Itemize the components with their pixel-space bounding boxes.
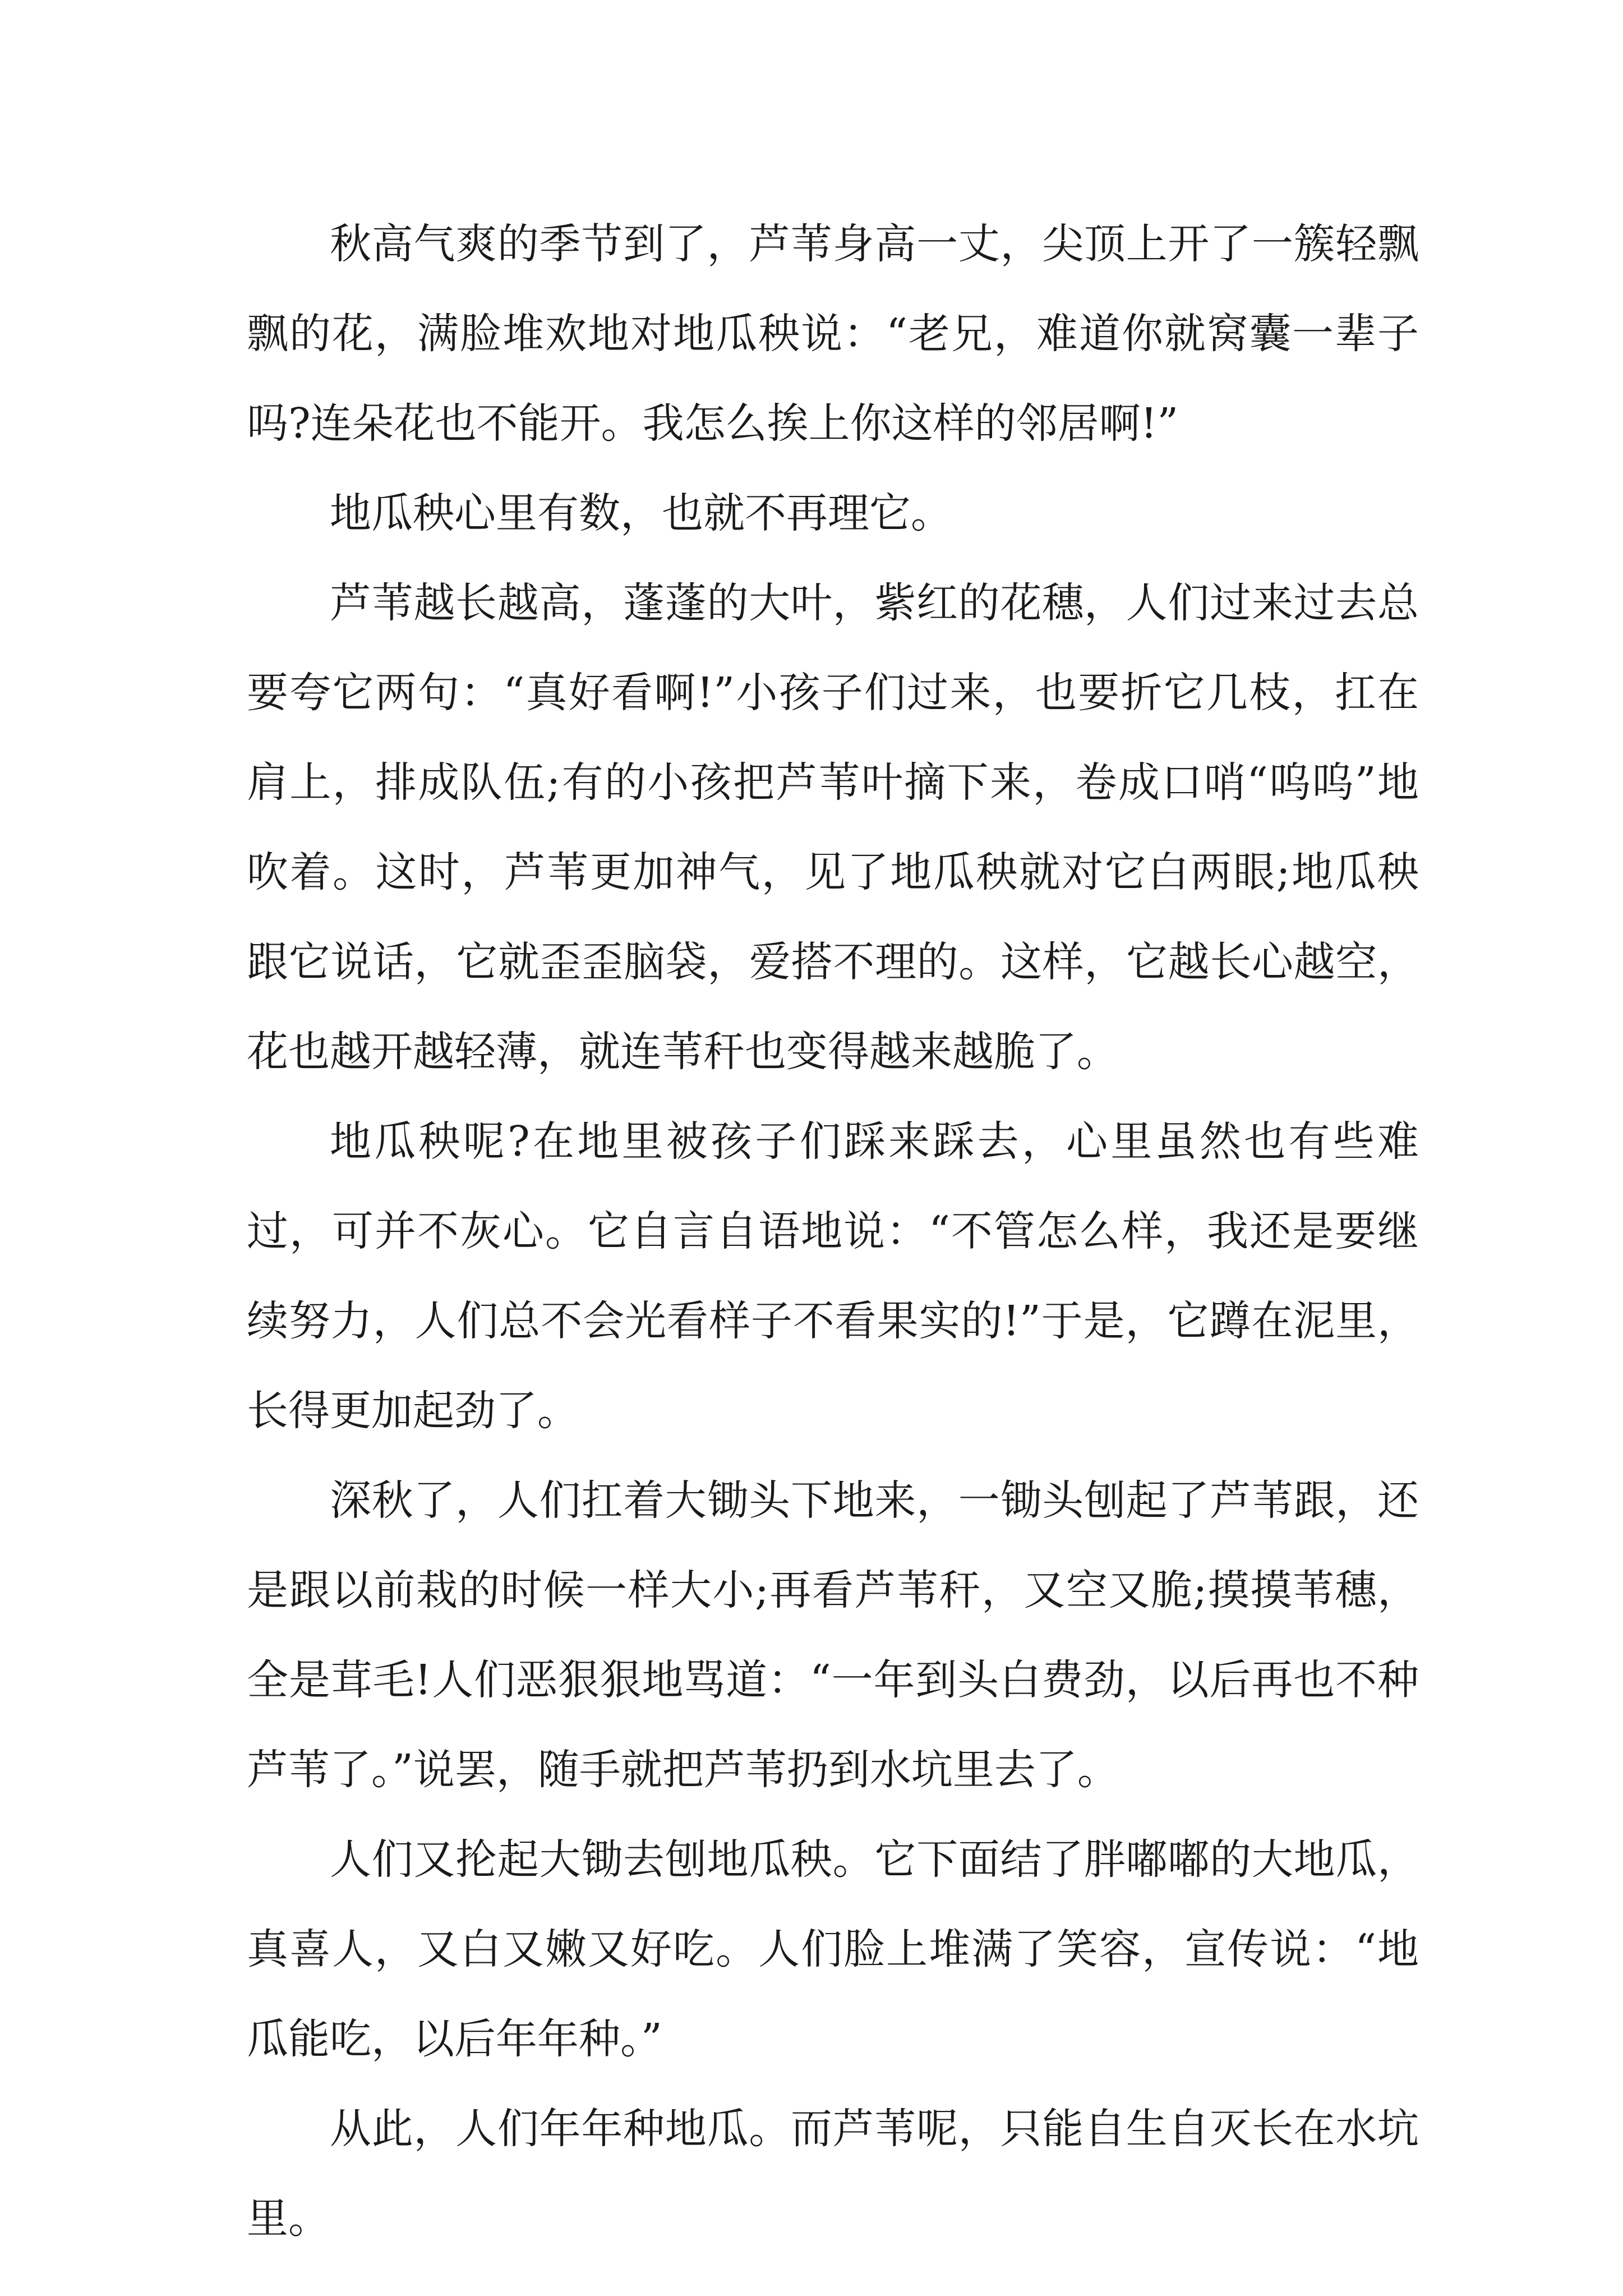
- paragraph: 深秋了，人们扛着大锄头下地来，一锄头刨起了芦苇跟，还是跟以前栽的时候一样大小;再看芦苇秆，又空又脆;摸摸苇穗，全是茸毛!人们恶狠狠地骂道：“一年到头白费劲，以后再也不种芦苇了。”说罢，随手就把芦苇扔到水坑里去了。: [247, 1476, 1419, 1794]
- paragraph: 从此，人们年年种地瓜。而芦苇呢，只能自生自灭长在水坑里。: [247, 2105, 1419, 2243]
- paragraph: 地瓜秧心里有数，也就不再理它。: [330, 489, 952, 537]
- paragraph: 芦苇越长越高，蓬蓬的大叶，紫红的花穗，人们过来过去总要夸它两句：“真好看啊!”小孩子们过来，也要折它几枝，扛在肩上，排成队伍;有的小孩把芦苇叶摘下来，卷成口哨“呜呜”地吹着。这时，芦苇更加神气，见了地瓜秧就对它白两眼;地瓜秧跟它说话，它就歪歪脑袋，爱搭不理的。这样，它越长心越空，花也越开越轻薄，就连苇秆也变得越来越脆了。: [247, 579, 1419, 1076]
- paragraph: 人们又抡起大锄去刨地瓜秧。它下面结了胖嘟嘟的大地瓜，真喜人，又白又嫩又好吃。人们脸上堆满了笑容，宣传说：“地瓜能吃，以后年年种。”: [247, 1835, 1419, 2063]
- paragraph: 秋高气爽的季节到了，芦苇身高一丈，尖顶上开了一簇轻飘飘的花，满脸堆欢地对地瓜秧说：“老兄，难道你就窝囊一辈子吗?连朵花也不能开。我怎么挨上你这样的邻居啊!”: [247, 220, 1419, 448]
- paragraph: 地瓜秧呢?在地里被孩子们踩来踩去，心里虽然也有些难过，可并不灰心。它自言自语地说：“不管怎么样，我还是要继续努力，人们总不会光看样子不看果实的!”于是，它蹲在泥里，长得更加起劲了。: [247, 1117, 1419, 1435]
- document-body: [247, 199, 1419, 2263]
